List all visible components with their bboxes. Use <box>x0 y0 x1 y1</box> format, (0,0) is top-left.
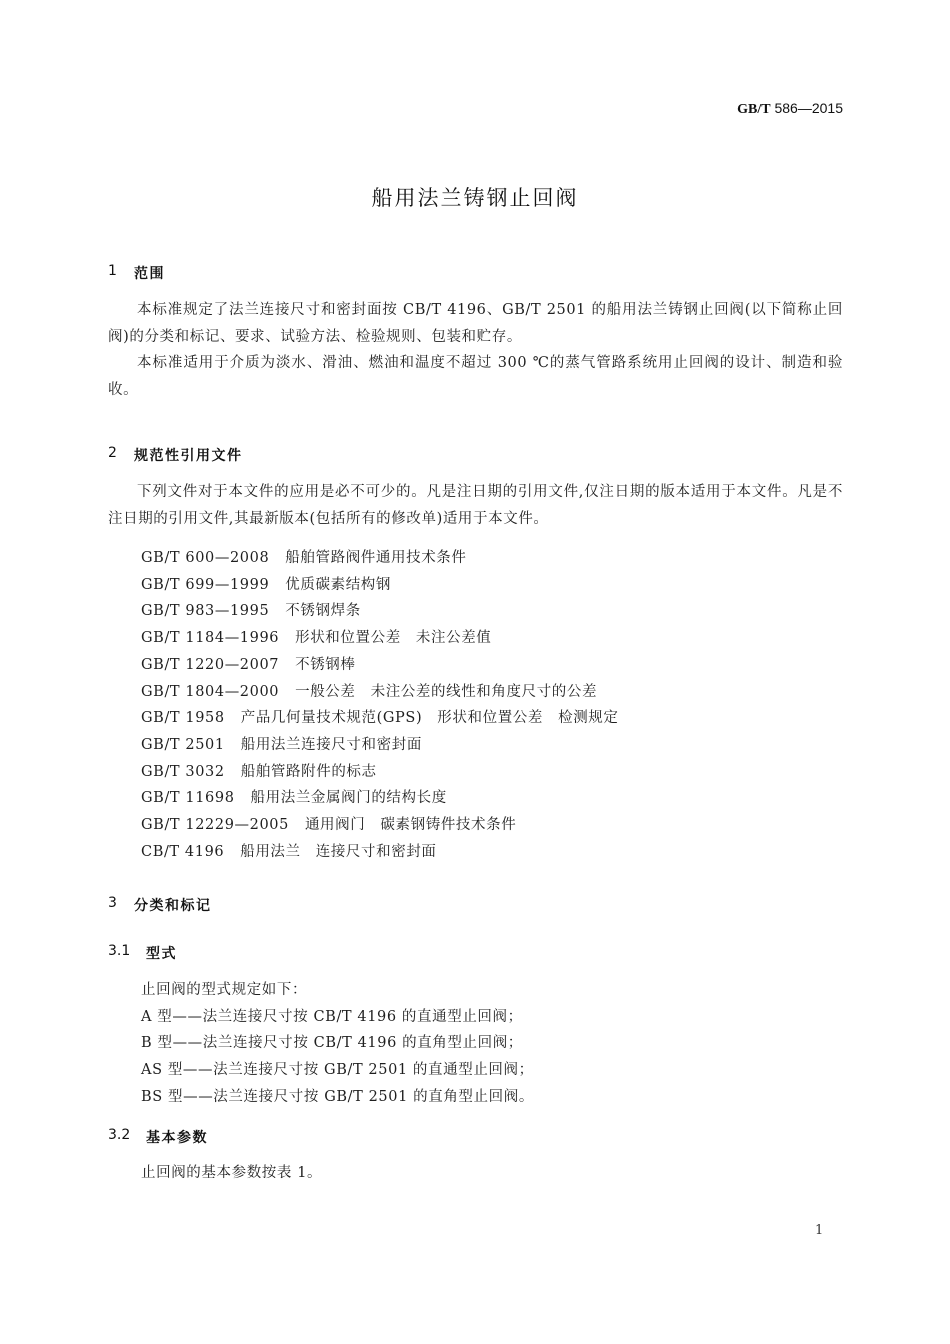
reference-item <box>141 545 619 572</box>
reference-item <box>141 679 619 706</box>
reference-title: 不锈钢棒 <box>295 656 356 673</box>
document-title: 船用法兰铸钢止回阀 <box>371 186 579 210</box>
list-item: A 型——法兰连接尺寸按 CB/T 4196 的直通型止回阀； <box>141 1008 523 1025</box>
standard-code: 586—2015 <box>774 100 843 116</box>
section-number: 3 <box>108 895 117 911</box>
reference-item <box>141 732 619 759</box>
reference-code: CB/T 4196 <box>141 843 225 860</box>
section-1-paragraph-2: 本标准适用于介质为淡水、滑油、燃油和温度不超过 300 ℃的蒸气管路系统用止回阀的设计、制造和验收。 <box>108 355 843 398</box>
reference-title: 船舶管路阀件通用技术条件 <box>285 550 467 566</box>
reference-title: 产品几何量技术规范(GPS) 形状和位置公差 检测规定 <box>240 710 619 727</box>
reference-code: GB/T 983—1995 <box>141 603 270 620</box>
list-item: BS 型——法兰连接尺寸按 GB/T 2501 的直角型止回阀。 <box>141 1088 534 1105</box>
reference-title: 不锈钢焊条 <box>285 603 361 620</box>
reference-item <box>141 705 619 732</box>
section-1-heading <box>108 263 165 283</box>
section-title: 规范性引用文件 <box>134 448 243 464</box>
section-2-paragraph-1: 下列文件对于本文件的应用是必不可少的。凡是注日期的引用文件,仅注日期的版本适用于本文件。凡是不注日期的引用文件,其最新版本(包括所有的修改单)适用于本文件。 <box>108 484 843 527</box>
section-2-heading <box>108 445 243 465</box>
reference-code: GB/T 3032 <box>141 763 225 780</box>
section-title: 范围 <box>134 266 165 282</box>
subsection-number: 3.2 <box>108 1127 131 1143</box>
reference-item <box>141 785 619 812</box>
subsection-title: 基本参数 <box>146 1130 208 1146</box>
reference-code: GB/T 1220—2007 <box>141 656 280 673</box>
reference-code: GB/T 699—1999 <box>141 576 270 593</box>
reference-code: GB/T 11698 <box>141 790 235 807</box>
standard-prefix: GB/T <box>737 102 771 117</box>
section-number: 1 <box>108 263 117 279</box>
reference-item <box>141 652 619 679</box>
reference-title: 船舶管路附件的标志 <box>240 763 377 780</box>
standard-number <box>737 100 843 118</box>
subsection-3-1-heading <box>108 943 177 963</box>
subsection-3-2-heading <box>108 1127 208 1147</box>
list-item: 止回阀的型式规定如下： <box>141 982 308 998</box>
page-number: 1 <box>815 1223 824 1238</box>
reference-item <box>141 572 619 599</box>
reference-item <box>141 598 619 625</box>
reference-item <box>141 625 619 652</box>
subsection-number: 3.1 <box>108 943 131 959</box>
section-title: 分类和标记 <box>134 898 212 914</box>
reference-code: GB/T 12229—2005 <box>141 817 289 834</box>
reference-code: GB/T 2501 <box>141 736 225 753</box>
reference-title: 船用法兰连接尺寸和密封面 <box>240 736 422 753</box>
list-item: 止回阀的基本参数按表 1。 <box>141 1165 323 1181</box>
reference-code: GB/T 1184—1996 <box>141 630 280 647</box>
normative-references-list <box>141 545 619 865</box>
reference-code: GB/T 1804—2000 <box>141 683 280 700</box>
reference-code: GB/T 600—2008 <box>141 550 270 566</box>
reference-title: 通用阀门 碳素钢铸件技术条件 <box>304 817 517 834</box>
section-number: 2 <box>108 445 117 461</box>
section-1-paragraph-1: 本标准规定了法兰连接尺寸和密封面按 CB/T 4196、GB/T 2501 的船用法兰铸钢止回阀(以下简称止回阀)的分类和标记、要求、试验方法、检验规则、包装和贮存。 <box>108 302 843 345</box>
reference-title: 优质碳素结构钢 <box>285 576 391 593</box>
basic-parameters-text <box>141 1160 322 1187</box>
reference-item <box>141 812 619 839</box>
reference-title: 形状和位置公差 未注公差值 <box>295 630 492 647</box>
reference-title: 船用法兰 连接尺寸和密封面 <box>240 843 437 860</box>
valve-types-list <box>141 977 534 1111</box>
subsection-title: 型式 <box>146 946 177 962</box>
reference-code: GB/T 1958 <box>141 710 225 727</box>
section-3-heading <box>108 895 212 915</box>
reference-title: 一般公差 未注公差的线性和角度尺寸的公差 <box>295 683 598 700</box>
reference-item <box>141 839 619 866</box>
list-item: B 型——法兰连接尺寸按 CB/T 4196 的直角型止回阀； <box>141 1035 523 1052</box>
reference-title: 船用法兰金属阀门的结构长度 <box>250 790 447 807</box>
reference-item <box>141 759 619 786</box>
list-item: AS 型——法兰连接尺寸按 GB/T 2501 的直通型止回阀； <box>141 1062 534 1079</box>
